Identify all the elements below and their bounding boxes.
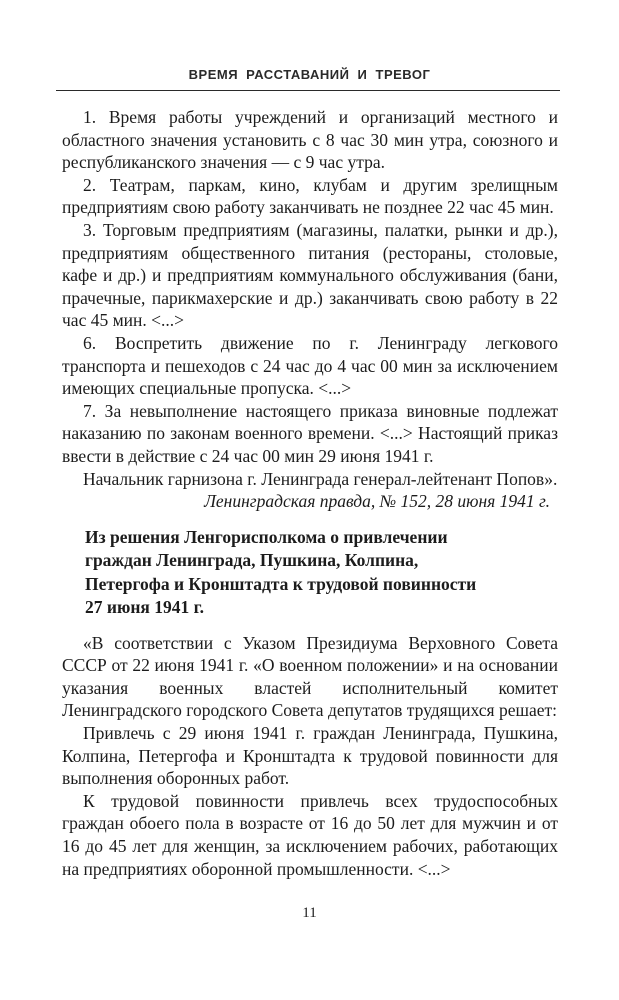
order-paragraph-1: 1. Время работы учреждений и организаций местного и областного значения установить с 8 час 30 мин утра, союзного и республиканского значения — с 9 час утра.	[62, 107, 558, 173]
order-paragraph-6: 6. Воспретить движение по г. Ленинграду легкового транспорта и пешеходов с 24 час до 4 час 00 мин за исключением имеющих специальные пропуска. <...>	[62, 332, 558, 399]
order-signature: Начальник гарнизона г. Ленинграда генерал-лейтенант Попов».	[83, 468, 558, 489]
heading-line-1: Из решения Ленгорисполкома о привлечении	[85, 526, 448, 547]
running-header: ВРЕМЯ РАССТАВАНИЙ И ТРЕВОГ	[188, 67, 431, 82]
source-citation: Ленинградская правда, № 152, 28 июня 1941 г.	[204, 491, 550, 512]
order-paragraph-7: 7. За невыполнение настоящего приказа виновные подлежат наказанию по законам военного времени. <...> Настоящий приказ ввести в действие с 24 час 00 мин 29 июня 1941 г.	[62, 400, 558, 466]
text-block	[62, 106, 558, 880]
heading-line-3: Петергофа и Кронштадта к трудовой повинности	[85, 573, 477, 594]
page-number: 11	[302, 905, 317, 921]
decision-paragraph-3: К трудовой повинности привлечь всех трудоспособных граждан обоего пола в возрасте от 16 до 50 лет для мужчин и от 16 до 45 лет для женщин, за исключением рабочих, работающих на предприятиях оборонной промышленности. <...>	[62, 790, 558, 879]
document-heading	[85, 526, 558, 620]
order-paragraph-3: 3. Торговым предприятиям (магазины, палатки, рынки и др.), предприятиям общественного питания (рестораны, столовые, кафе и др.) и предприятиям коммунального обслуживания (бани, прачечные, парикмахерские и др.) заканчивать свою работу в 22 час 45 мин. <...>	[62, 219, 558, 331]
order-paragraph-2: 2. Театрам, паркам, кино, клубам и другим зрелищным предприятиям свою работу заканчивать не позднее 22 час 45 мин.	[62, 174, 558, 218]
decision-paragraph-2: Привлечь с 29 июня 1941 г. граждан Ленинграда, Пушкина, Колпина, Петергофа и Кронштадта к трудовой повинности для выполнения оборонных работ.	[62, 723, 558, 789]
heading-line-4: 27 июня 1941 г.	[85, 597, 204, 618]
decision-paragraph-1: «В соответствии с Указом Президиума Верховного Совета СССР от 22 июня 1941 г. «О военном положении» и на основании указания военных властей исполнительный комитет Ленинградского городского Совета депутатов трудящихся решает:	[62, 632, 558, 721]
heading-line-2: граждан Ленинграда, Пушкина, Колпина,	[85, 550, 419, 571]
header-rule-divider	[56, 90, 560, 91]
